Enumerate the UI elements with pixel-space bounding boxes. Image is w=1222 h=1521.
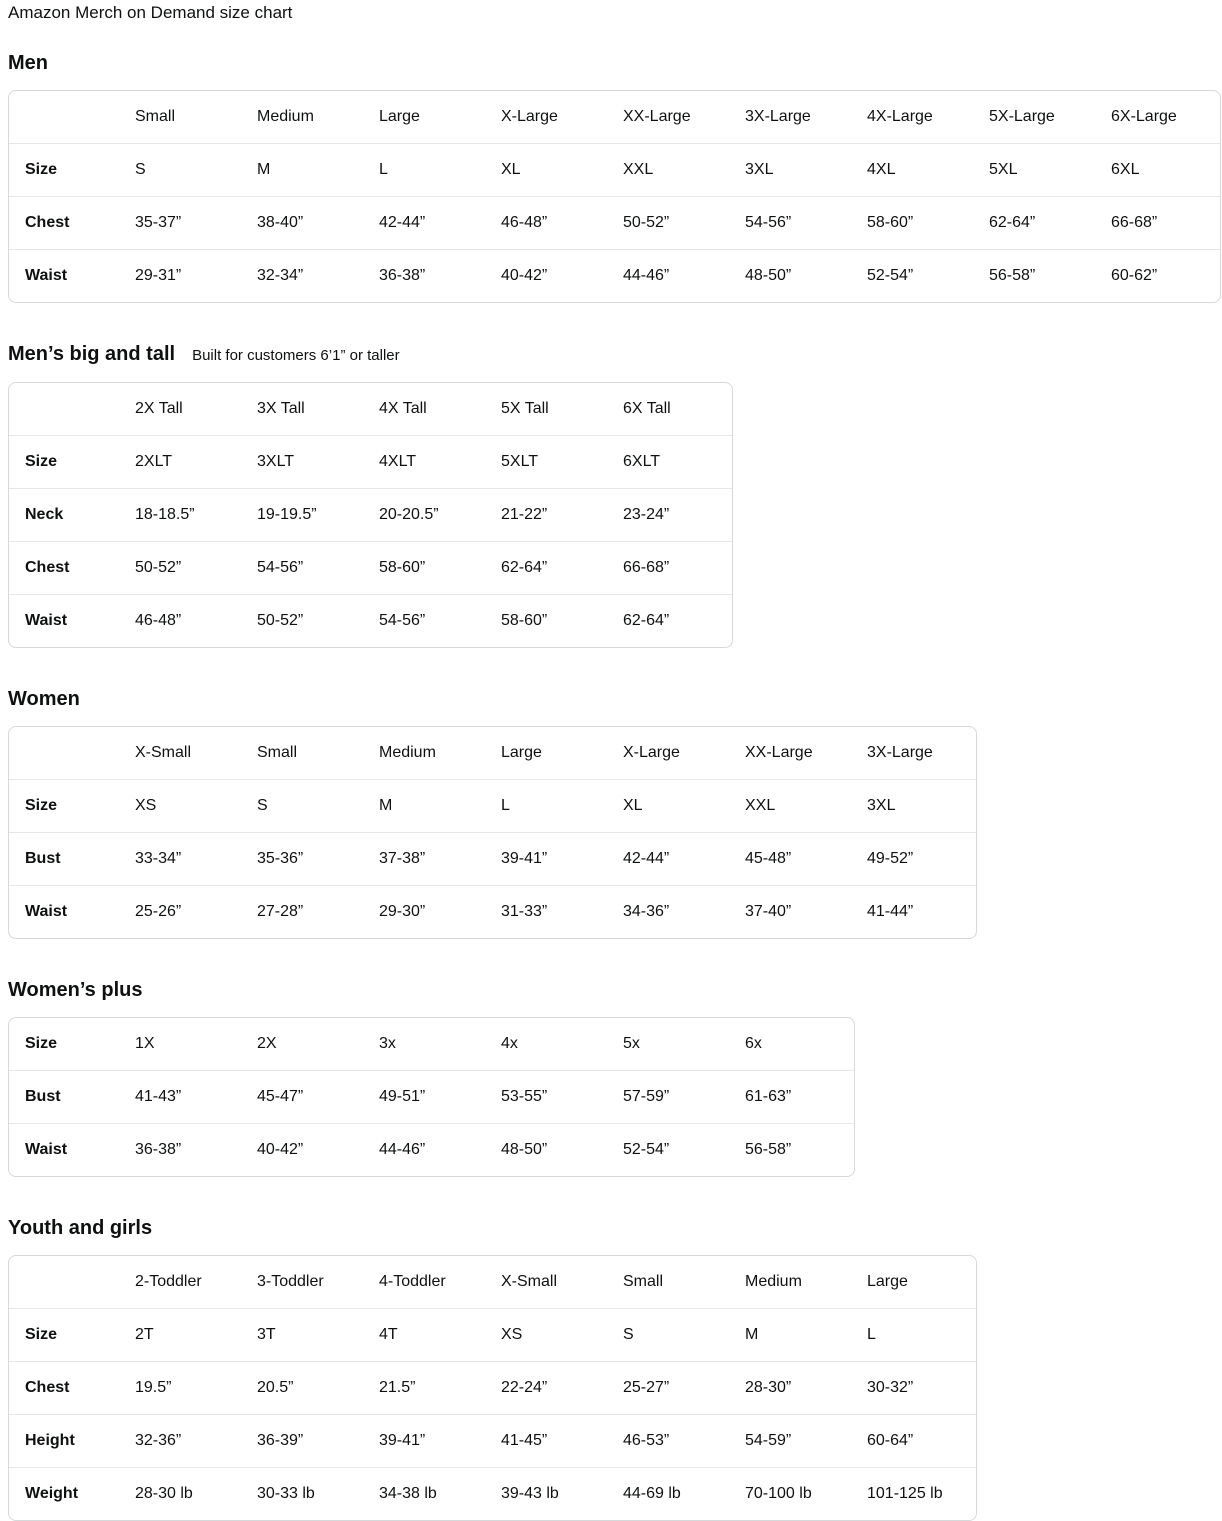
value-cell: 22-24” [501, 1379, 548, 1396]
section-heading: Men [8, 52, 48, 74]
value-cell: 50-52” [257, 612, 304, 629]
section-heading-row-men [8, 52, 1215, 74]
row-label: Height [25, 1432, 75, 1449]
value-cell: 41-43” [135, 1088, 182, 1105]
table-header-row [9, 383, 732, 435]
value-cell: 52-54” [867, 267, 914, 284]
table-row [9, 1070, 854, 1123]
value-cell: 54-56” [257, 559, 304, 576]
value-cell: 60-62” [1111, 267, 1158, 284]
table-row [9, 1123, 854, 1176]
value-cell: XL [623, 797, 643, 814]
value-cell: 52-54” [623, 1141, 670, 1158]
value-cell: 3XLT [257, 453, 295, 470]
row-label: Bust [25, 1088, 61, 1105]
table-header-row [9, 91, 1220, 143]
column-header-cell: X-Large [501, 108, 558, 125]
row-label: Bust [25, 850, 61, 867]
section-youth-and-girls [8, 1217, 1215, 1521]
section-heading: Women [8, 688, 80, 710]
value-cell: M [379, 797, 393, 814]
sections [8, 52, 1215, 1521]
table-row [9, 594, 732, 647]
value-cell: 46-53” [623, 1432, 670, 1449]
value-cell: 19.5” [135, 1379, 172, 1396]
row-label: Chest [25, 214, 70, 231]
value-cell: 39-41” [501, 850, 548, 867]
value-cell: 61-63” [745, 1088, 792, 1105]
value-cell: 45-47” [257, 1088, 304, 1105]
value-cell: 44-46” [623, 267, 670, 284]
value-cell: 4XL [867, 161, 896, 178]
value-cell: 37-38” [379, 850, 426, 867]
value-cell: 62-64” [623, 612, 670, 629]
table-row [9, 885, 976, 938]
column-header-cell: 4-Toddler [379, 1273, 446, 1290]
value-cell: 4x [501, 1035, 518, 1052]
value-cell: 30-32” [867, 1379, 914, 1396]
table-row [9, 143, 1220, 196]
value-cell: 37-40” [745, 903, 792, 920]
size-table-youth-and-girls [8, 1255, 977, 1521]
value-cell: 42-44” [379, 214, 426, 231]
column-header-cell: Small [135, 108, 176, 125]
section-heading-row-women [8, 688, 1215, 710]
value-cell: 28-30” [745, 1379, 792, 1396]
value-cell: 57-59” [623, 1088, 670, 1105]
column-header-cell: 4X-Large [867, 108, 933, 125]
section-women [8, 688, 1215, 939]
value-cell: 3T [257, 1326, 276, 1343]
value-cell: 56-58” [745, 1141, 792, 1158]
value-cell: 6x [745, 1035, 762, 1052]
value-cell: 58-60” [501, 612, 548, 629]
table-row [9, 541, 732, 594]
table-row [9, 1467, 976, 1520]
value-cell: 20.5” [257, 1379, 294, 1396]
column-header-cell: Small [257, 744, 298, 761]
value-cell: 35-36” [257, 850, 304, 867]
column-header-cell: 2-Toddler [135, 1273, 202, 1290]
section-heading-row-mens-big-and-tall [8, 343, 1215, 366]
value-cell: 38-40” [257, 214, 304, 231]
value-cell: 28-30 lb [135, 1485, 193, 1502]
column-header-cell: 6X-Large [1111, 108, 1177, 125]
value-cell: 21-22” [501, 506, 548, 523]
value-cell: 62-64” [501, 559, 548, 576]
column-header-cell: XX-Large [745, 744, 813, 761]
value-cell: 46-48” [501, 214, 548, 231]
value-cell: 54-59” [745, 1432, 792, 1449]
row-label: Waist [25, 612, 68, 629]
value-cell: 3XL [745, 161, 774, 178]
value-cell: 5x [623, 1035, 640, 1052]
column-header-cell: Large [867, 1273, 908, 1290]
value-cell: 30-33 lb [257, 1485, 315, 1502]
column-header-cell: X-Small [135, 744, 192, 761]
column-header-cell: Small [623, 1273, 664, 1290]
section-heading: Women’s plus [8, 979, 143, 1001]
value-cell: XXL [623, 161, 654, 178]
section-men [8, 52, 1215, 303]
value-cell: M [257, 161, 271, 178]
value-cell: 49-52” [867, 850, 914, 867]
value-cell: 27-28” [257, 903, 304, 920]
value-cell: 25-26” [135, 903, 182, 920]
value-cell: 36-38” [379, 267, 426, 284]
value-cell: 42-44” [623, 850, 670, 867]
row-label: Size [25, 1326, 58, 1343]
table-row [9, 779, 976, 832]
value-cell: XS [135, 797, 157, 814]
value-cell: 56-58” [989, 267, 1036, 284]
value-cell: 101-125 lb [867, 1485, 943, 1502]
value-cell: 5XL [989, 161, 1018, 178]
value-cell: XS [501, 1326, 523, 1343]
value-cell: M [745, 1326, 759, 1343]
column-header-cell: Medium [257, 108, 314, 125]
value-cell: 4T [379, 1326, 398, 1343]
value-cell: 32-34” [257, 267, 304, 284]
value-cell: 58-60” [379, 559, 426, 576]
value-cell: 19-19.5” [257, 506, 317, 523]
value-cell: 53-55” [501, 1088, 548, 1105]
section-subtitle: Built for customers 6’1” or taller [192, 347, 400, 364]
value-cell: 33-34” [135, 850, 182, 867]
column-header-cell: Medium [379, 744, 436, 761]
value-cell: L [379, 161, 388, 178]
value-cell: 54-56” [745, 214, 792, 231]
value-cell: S [257, 797, 268, 814]
section-heading-row-womens-plus [8, 979, 1215, 1001]
row-label: Size [25, 797, 58, 814]
value-cell: 29-30” [379, 903, 426, 920]
row-label: Waist [25, 1141, 68, 1158]
value-cell: 41-45” [501, 1432, 548, 1449]
column-header-cell: 3X-Large [745, 108, 811, 125]
section-heading: Youth and girls [8, 1217, 153, 1239]
column-header-cell: 5X Tall [501, 400, 549, 417]
value-cell: 49-51” [379, 1088, 426, 1105]
size-table-women [8, 726, 977, 939]
value-cell: 39-41” [379, 1432, 426, 1449]
value-cell: XXL [745, 797, 776, 814]
table-row [9, 1361, 976, 1414]
value-cell: 20-20.5” [379, 506, 439, 523]
value-cell: 34-38 lb [379, 1485, 437, 1502]
column-header-cell: X-Large [623, 744, 680, 761]
page-title: Amazon Merch on Demand size chart [8, 3, 293, 22]
value-cell: 62-64” [989, 214, 1036, 231]
table-row [9, 435, 732, 488]
column-header-cell: X-Small [501, 1273, 558, 1290]
value-cell: 60-64” [867, 1432, 914, 1449]
value-cell: S [623, 1326, 634, 1343]
value-cell: 5XLT [501, 453, 539, 470]
value-cell: 48-50” [745, 267, 792, 284]
value-cell: 29-31” [135, 267, 182, 284]
row-label: Weight [25, 1485, 79, 1502]
value-cell: 2XLT [135, 453, 173, 470]
table-row [9, 249, 1220, 302]
value-cell: 50-52” [623, 214, 670, 231]
column-header-cell: 3X Tall [257, 400, 305, 417]
value-cell: 2X [257, 1035, 277, 1052]
value-cell: L [501, 797, 510, 814]
table-row [9, 196, 1220, 249]
column-header-cell: 3-Toddler [257, 1273, 324, 1290]
value-cell: 34-36” [623, 903, 670, 920]
value-cell: 40-42” [501, 267, 548, 284]
value-cell: 70-100 lb [745, 1485, 812, 1502]
column-header-cell: 5X-Large [989, 108, 1055, 125]
value-cell: 6XL [1111, 161, 1140, 178]
size-table-womens-plus [8, 1017, 855, 1177]
column-header-cell: Medium [745, 1273, 802, 1290]
column-header-cell: XX-Large [623, 108, 691, 125]
section-mens-big-and-tall [8, 343, 1215, 648]
value-cell: 3x [379, 1035, 396, 1052]
value-cell: 39-43 lb [501, 1485, 559, 1502]
table-row [9, 1414, 976, 1467]
value-cell: 18-18.5” [135, 506, 195, 523]
section-heading-row-youth-and-girls [8, 1217, 1215, 1239]
value-cell: 32-36” [135, 1432, 182, 1449]
table-header-row [9, 1256, 976, 1308]
value-cell: 36-38” [135, 1141, 182, 1158]
value-cell: 35-37” [135, 214, 182, 231]
value-cell: 45-48” [745, 850, 792, 867]
column-header-cell: Large [501, 744, 542, 761]
row-label: Size [25, 161, 58, 178]
column-header-cell: 3X-Large [867, 744, 933, 761]
value-cell: 44-46” [379, 1141, 426, 1158]
value-cell: 36-39” [257, 1432, 304, 1449]
section-womens-plus [8, 979, 1215, 1177]
value-cell: 2T [135, 1326, 154, 1343]
value-cell: 41-44” [867, 903, 914, 920]
value-cell: 25-27” [623, 1379, 670, 1396]
row-label: Size [25, 453, 58, 470]
section-heading: Men’s big and tall [8, 343, 176, 365]
value-cell: S [135, 161, 146, 178]
value-cell: 46-48” [135, 612, 182, 629]
table-row [9, 1018, 854, 1070]
row-label: Waist [25, 267, 68, 284]
value-cell: 3XL [867, 797, 896, 814]
value-cell: 48-50” [501, 1141, 548, 1158]
row-label: Size [25, 1035, 58, 1052]
value-cell: 21.5” [379, 1379, 416, 1396]
value-cell: 44-69 lb [623, 1485, 681, 1502]
value-cell: 40-42” [257, 1141, 304, 1158]
column-header-cell: 6X Tall [623, 400, 671, 417]
table-row [9, 488, 732, 541]
table-row [9, 1308, 976, 1361]
value-cell: 50-52” [135, 559, 182, 576]
row-label: Waist [25, 903, 68, 920]
value-cell: 4XLT [379, 453, 417, 470]
value-cell: L [867, 1326, 876, 1343]
value-cell: 6XLT [623, 453, 661, 470]
value-cell: 66-68” [623, 559, 670, 576]
value-cell: 66-68” [1111, 214, 1158, 231]
row-label: Chest [25, 1379, 70, 1396]
value-cell: 31-33” [501, 903, 548, 920]
size-table-men [8, 90, 1221, 303]
table-row [9, 832, 976, 885]
value-cell: 1X [135, 1035, 155, 1052]
value-cell: 58-60” [867, 214, 914, 231]
value-cell: XL [501, 161, 521, 178]
row-label: Chest [25, 559, 70, 576]
size-table-mens-big-and-tall [8, 382, 733, 648]
column-header-cell: 4X Tall [379, 400, 427, 417]
column-header-cell: Large [379, 108, 420, 125]
value-cell: 23-24” [623, 506, 670, 523]
column-header-cell: 2X Tall [135, 400, 183, 417]
table-header-row [9, 727, 976, 779]
value-cell: 54-56” [379, 612, 426, 629]
row-label: Neck [25, 506, 64, 523]
